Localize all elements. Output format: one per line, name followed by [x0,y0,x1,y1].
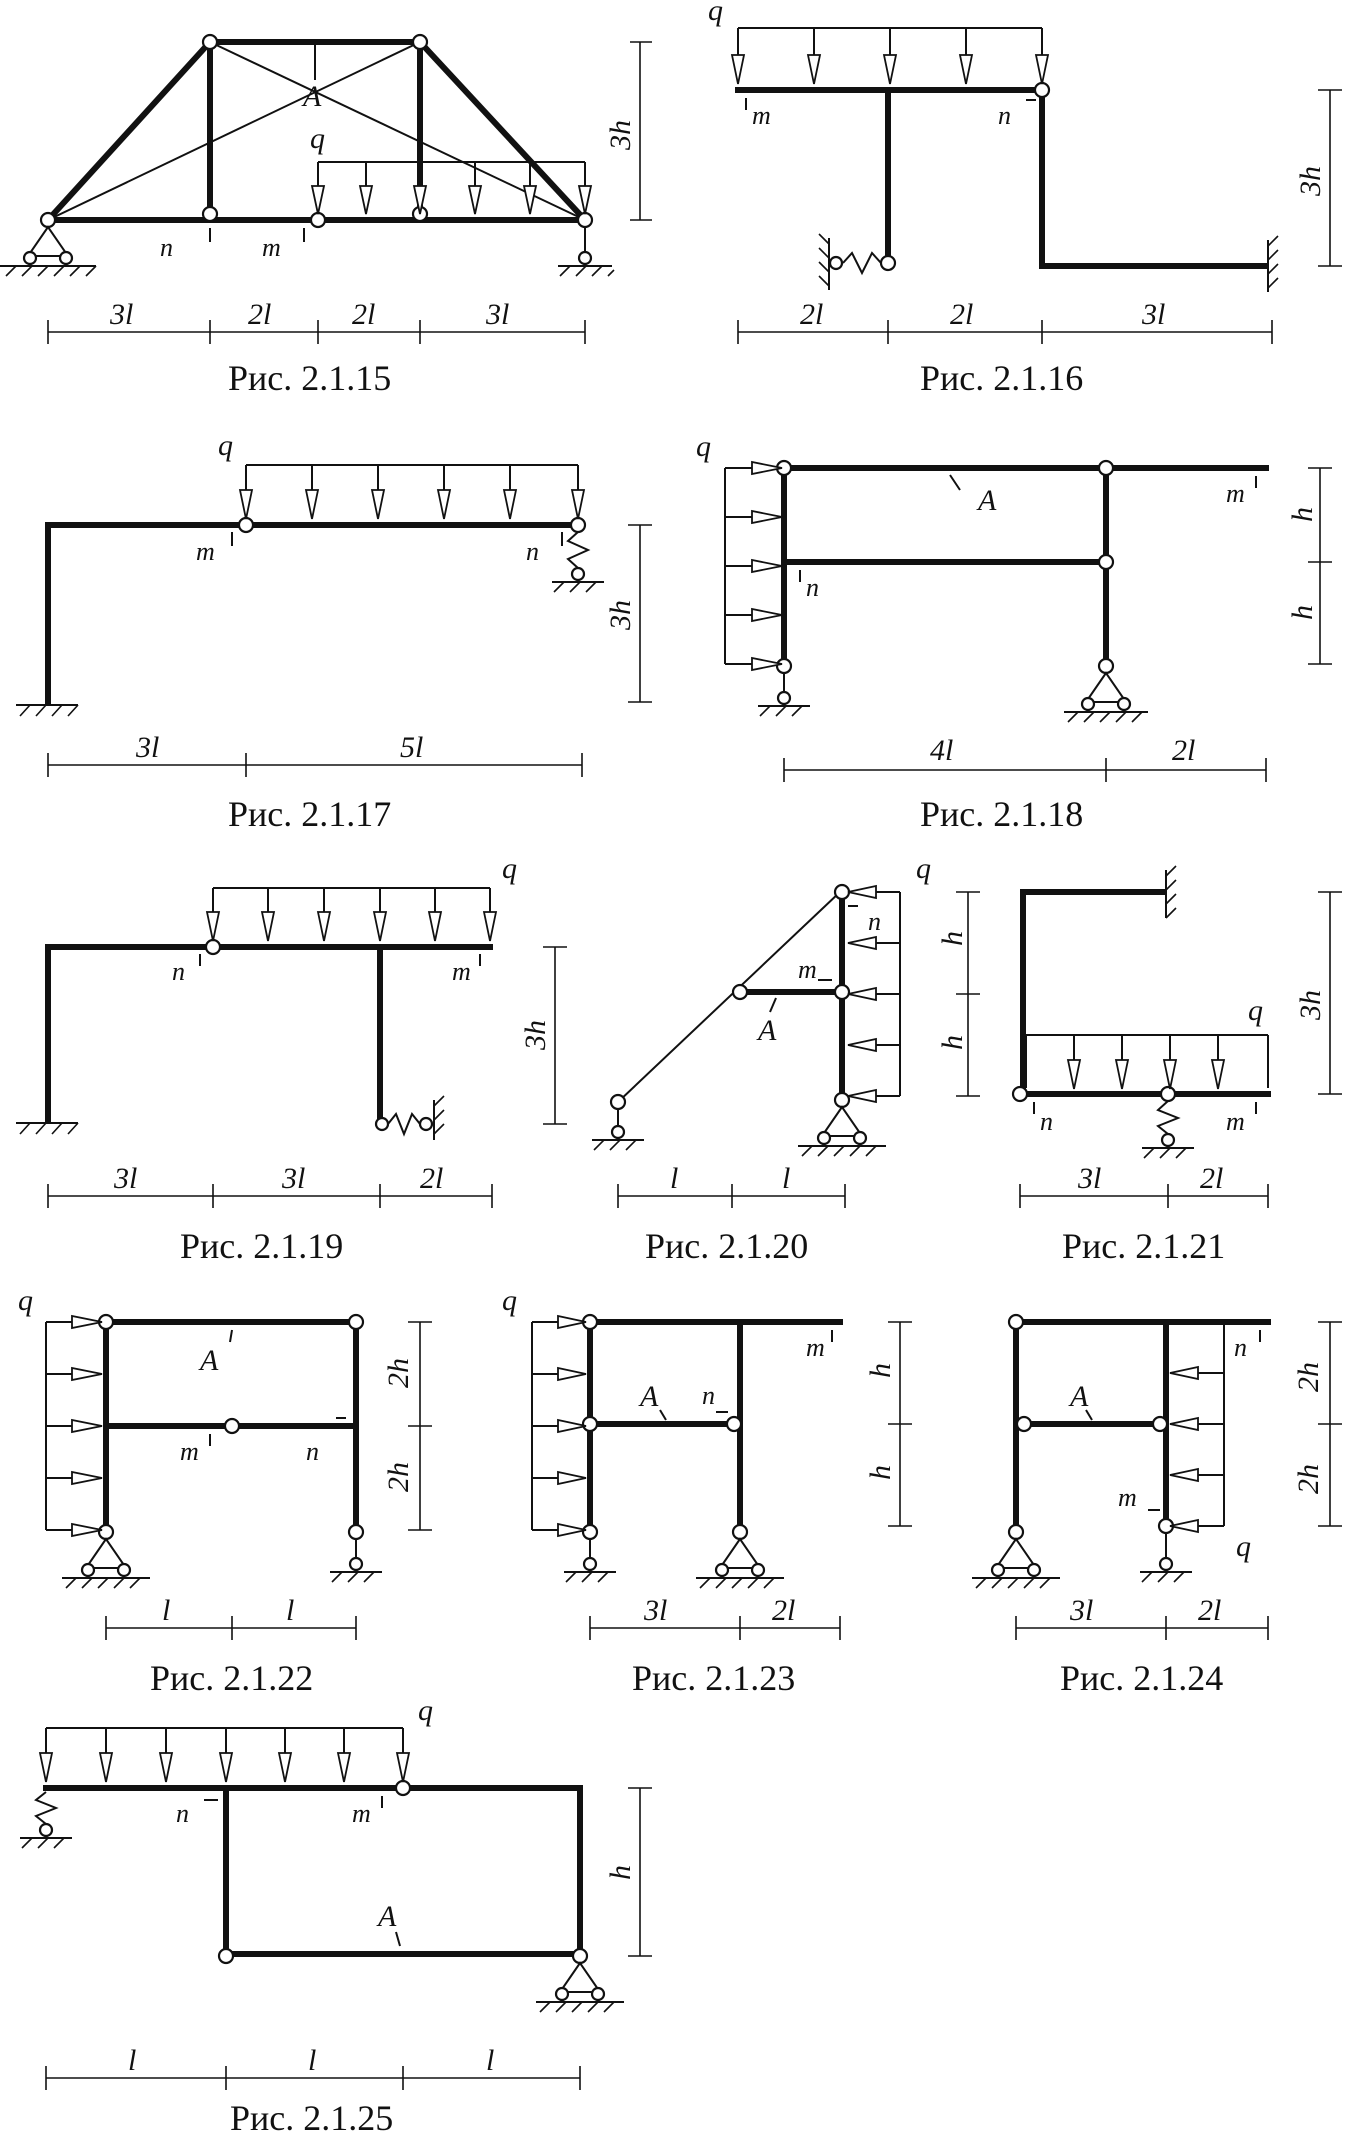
dimension-lines [784,468,1332,782]
span-label: 3l [644,1594,668,1627]
roller-support [758,673,810,716]
section-label-m: m [262,233,281,262]
roller-support [592,1109,644,1150]
section-label-m: m [1226,1107,1245,1136]
load-label: q [310,122,325,155]
figure-2-1-19 [16,852,567,1266]
span-label: l [308,2044,317,2077]
figure-caption: Рис. 2.1.24 [1060,1658,1224,1698]
figure-caption: Рис. 2.1.23 [632,1658,796,1698]
height-label: 3h [519,1020,552,1050]
section-label-n: n [176,1799,189,1828]
hinge [1035,83,1049,97]
frame-members [48,947,490,1120]
fixed-support [1166,866,1176,918]
figure-2-1-16 [708,0,1342,398]
section-label-n: n [806,573,819,602]
span-label: 3l [486,298,510,331]
section-marks [1034,1102,1256,1114]
span-label: 3l [136,731,160,764]
span-label: 2l [248,298,272,331]
hinge [573,1949,587,1963]
distributed-load [240,465,584,519]
span-label: l [670,1162,679,1195]
frame-members [784,468,1266,660]
load-label: q [218,429,233,462]
section-label-n: n [306,1437,319,1466]
section-label-m: m [752,101,771,130]
section-marks [210,228,304,242]
hinge [376,1118,388,1130]
member-label: A [1070,1380,1089,1413]
spring-support [819,234,881,290]
span-label: 4l [930,734,954,767]
distributed-load [1026,1035,1268,1089]
figure-2-1-24 [972,1315,1342,1698]
dimension-lines [1020,892,1342,1208]
height-label: h [1286,605,1319,620]
frame-members [590,1322,840,1526]
figure-caption: Рис. 2.1.15 [228,358,392,398]
figure-caption: Рис. 2.1.20 [645,1226,809,1266]
distributed-load [312,162,591,214]
dimension-lines [46,1788,652,2090]
span-label: l [486,2044,495,2077]
load-label: q [696,430,711,463]
section-label-m: m [806,1333,825,1362]
section-label-n: n [526,537,539,566]
span-label: 3l [1078,1162,1102,1195]
distributed-load [732,28,1048,84]
section-label-m: m [798,955,817,984]
figure-2-1-22 [18,1284,432,1698]
hinge [1013,1087,1027,1101]
height-label: 2h [382,1358,415,1388]
load-label: q [418,1694,433,1727]
span-label: 3l [282,1162,306,1195]
frame-members [1023,892,1268,1094]
section-label-m: m [352,1799,371,1828]
fixed-support [16,705,78,716]
member-label: A [378,1900,397,1933]
span-label: 2l [800,298,824,331]
section-marks [200,954,480,966]
frame-members [1016,1322,1268,1526]
hinge [835,885,849,899]
hinge [396,1781,410,1795]
load-label: q [502,852,517,885]
fixed-support [1268,236,1278,292]
pin-support [62,1539,150,1588]
figure-2-1-25 [20,1694,652,2137]
spring-support [552,532,604,592]
hinge [239,518,253,532]
load-label: q [1248,994,1263,1027]
member-label: A [758,1014,777,1047]
figure-2-1-21 [1013,866,1342,1266]
height-label: h [936,1035,969,1050]
span-label: 2l [352,298,376,331]
span-label: l [782,1162,791,1195]
frame-members [48,525,578,702]
height-label: 3h [1294,990,1327,1020]
span-label: 3l [114,1162,138,1195]
span-label: l [162,1594,171,1627]
hinges [777,461,1113,673]
hinge [835,985,849,999]
height-label: h [864,1363,897,1378]
figure-2-1-20 [592,852,980,1266]
load-label: q [18,1284,33,1317]
section-label-n: n [702,1381,715,1410]
spring-support [1142,1101,1194,1158]
frame-members [618,892,842,1102]
figure-2-1-18 [696,430,1332,834]
section-label-n: n [1234,1333,1247,1362]
figure-caption: Рис. 2.1.25 [230,2098,394,2137]
section-label-n: n [1040,1107,1053,1136]
span-label: 2l [772,1594,796,1627]
span-label: 2l [420,1162,444,1195]
height-label: 3h [604,120,637,150]
member-label: A [978,484,997,517]
span-label: 2l [1198,1594,1222,1627]
distributed-load [725,462,782,670]
frame-members [46,1788,580,1954]
hinge [835,1093,849,1107]
hinge [219,1949,233,1963]
height-label: 2h [1292,1464,1325,1494]
span-label: 2l [1172,734,1196,767]
member-label: A [640,1380,659,1413]
distributed-load [207,888,496,941]
load-label: q [708,0,723,27]
hinge [611,1095,625,1109]
distributed-load [1170,1322,1224,1532]
height-label: h [936,931,969,946]
figure-caption: Рис. 2.1.19 [180,1226,344,1266]
member-label: A [200,1344,219,1377]
span-label: 5l [400,731,424,764]
figure-2-1-17 [16,429,652,834]
figure-caption: Рис. 2.1.22 [150,1658,314,1698]
section-label-m: m [196,537,215,566]
hinge [571,518,585,532]
span-label: 3l [1142,298,1166,331]
figure-caption: Рис. 2.1.18 [920,794,1084,834]
span-label: 2l [1200,1162,1224,1195]
roller-support [1140,1533,1192,1582]
roller-support [558,227,614,276]
height-label: 2h [382,1462,415,1492]
pin-support [696,1539,784,1588]
pin-support [1064,673,1148,722]
section-label-m: m [180,1437,199,1466]
distributed-load [46,1316,102,1536]
span-label: 3l [110,298,134,331]
section-label-n: n [998,101,1011,130]
figure-2-1-15 [0,35,652,398]
distributed-load [40,1728,409,1782]
fixed-support [16,1123,78,1134]
section-label-n: n [172,957,185,986]
pin-support [0,227,96,276]
height-label: 3h [1294,166,1327,196]
section-marks [800,475,1256,582]
load-label: q [1236,1530,1251,1563]
span-label: 2l [950,298,974,331]
pin-support [536,1963,624,2012]
pin-support [798,1107,886,1156]
spring-support [388,1096,444,1140]
height-label: h [1286,507,1319,522]
height-label: 2h [1292,1362,1325,1392]
section-label-n: n [868,907,881,936]
roller-support [564,1539,616,1582]
span-label: 3l [1070,1594,1094,1627]
load-label: q [502,1284,517,1317]
hinge [206,940,220,954]
pin-support [972,1539,1060,1588]
section-marks [232,532,562,546]
span-label: l [128,2044,137,2077]
hinge [881,256,895,270]
figure-caption: Рис. 2.1.17 [228,794,392,834]
spring-support [20,1792,72,1848]
height-label: h [864,1465,897,1480]
figure-caption: Рис. 2.1.21 [1062,1226,1226,1266]
figure-2-1-23 [502,1284,912,1698]
span-label: l [286,1594,295,1627]
distributed-load [532,1316,586,1536]
height-label: h [604,1865,637,1880]
hinge [733,985,747,999]
load-label: q [916,852,931,885]
section-label-m: m [452,957,471,986]
roller-support [330,1539,382,1582]
section-label-m: m [1118,1483,1137,1512]
member-label: A [303,80,322,113]
figure-caption: Рис. 2.1.16 [920,358,1084,398]
section-label-m: m [1226,479,1245,508]
height-label: 3h [604,600,637,630]
section-label-n: n [160,233,173,262]
hinge [1161,1087,1175,1101]
